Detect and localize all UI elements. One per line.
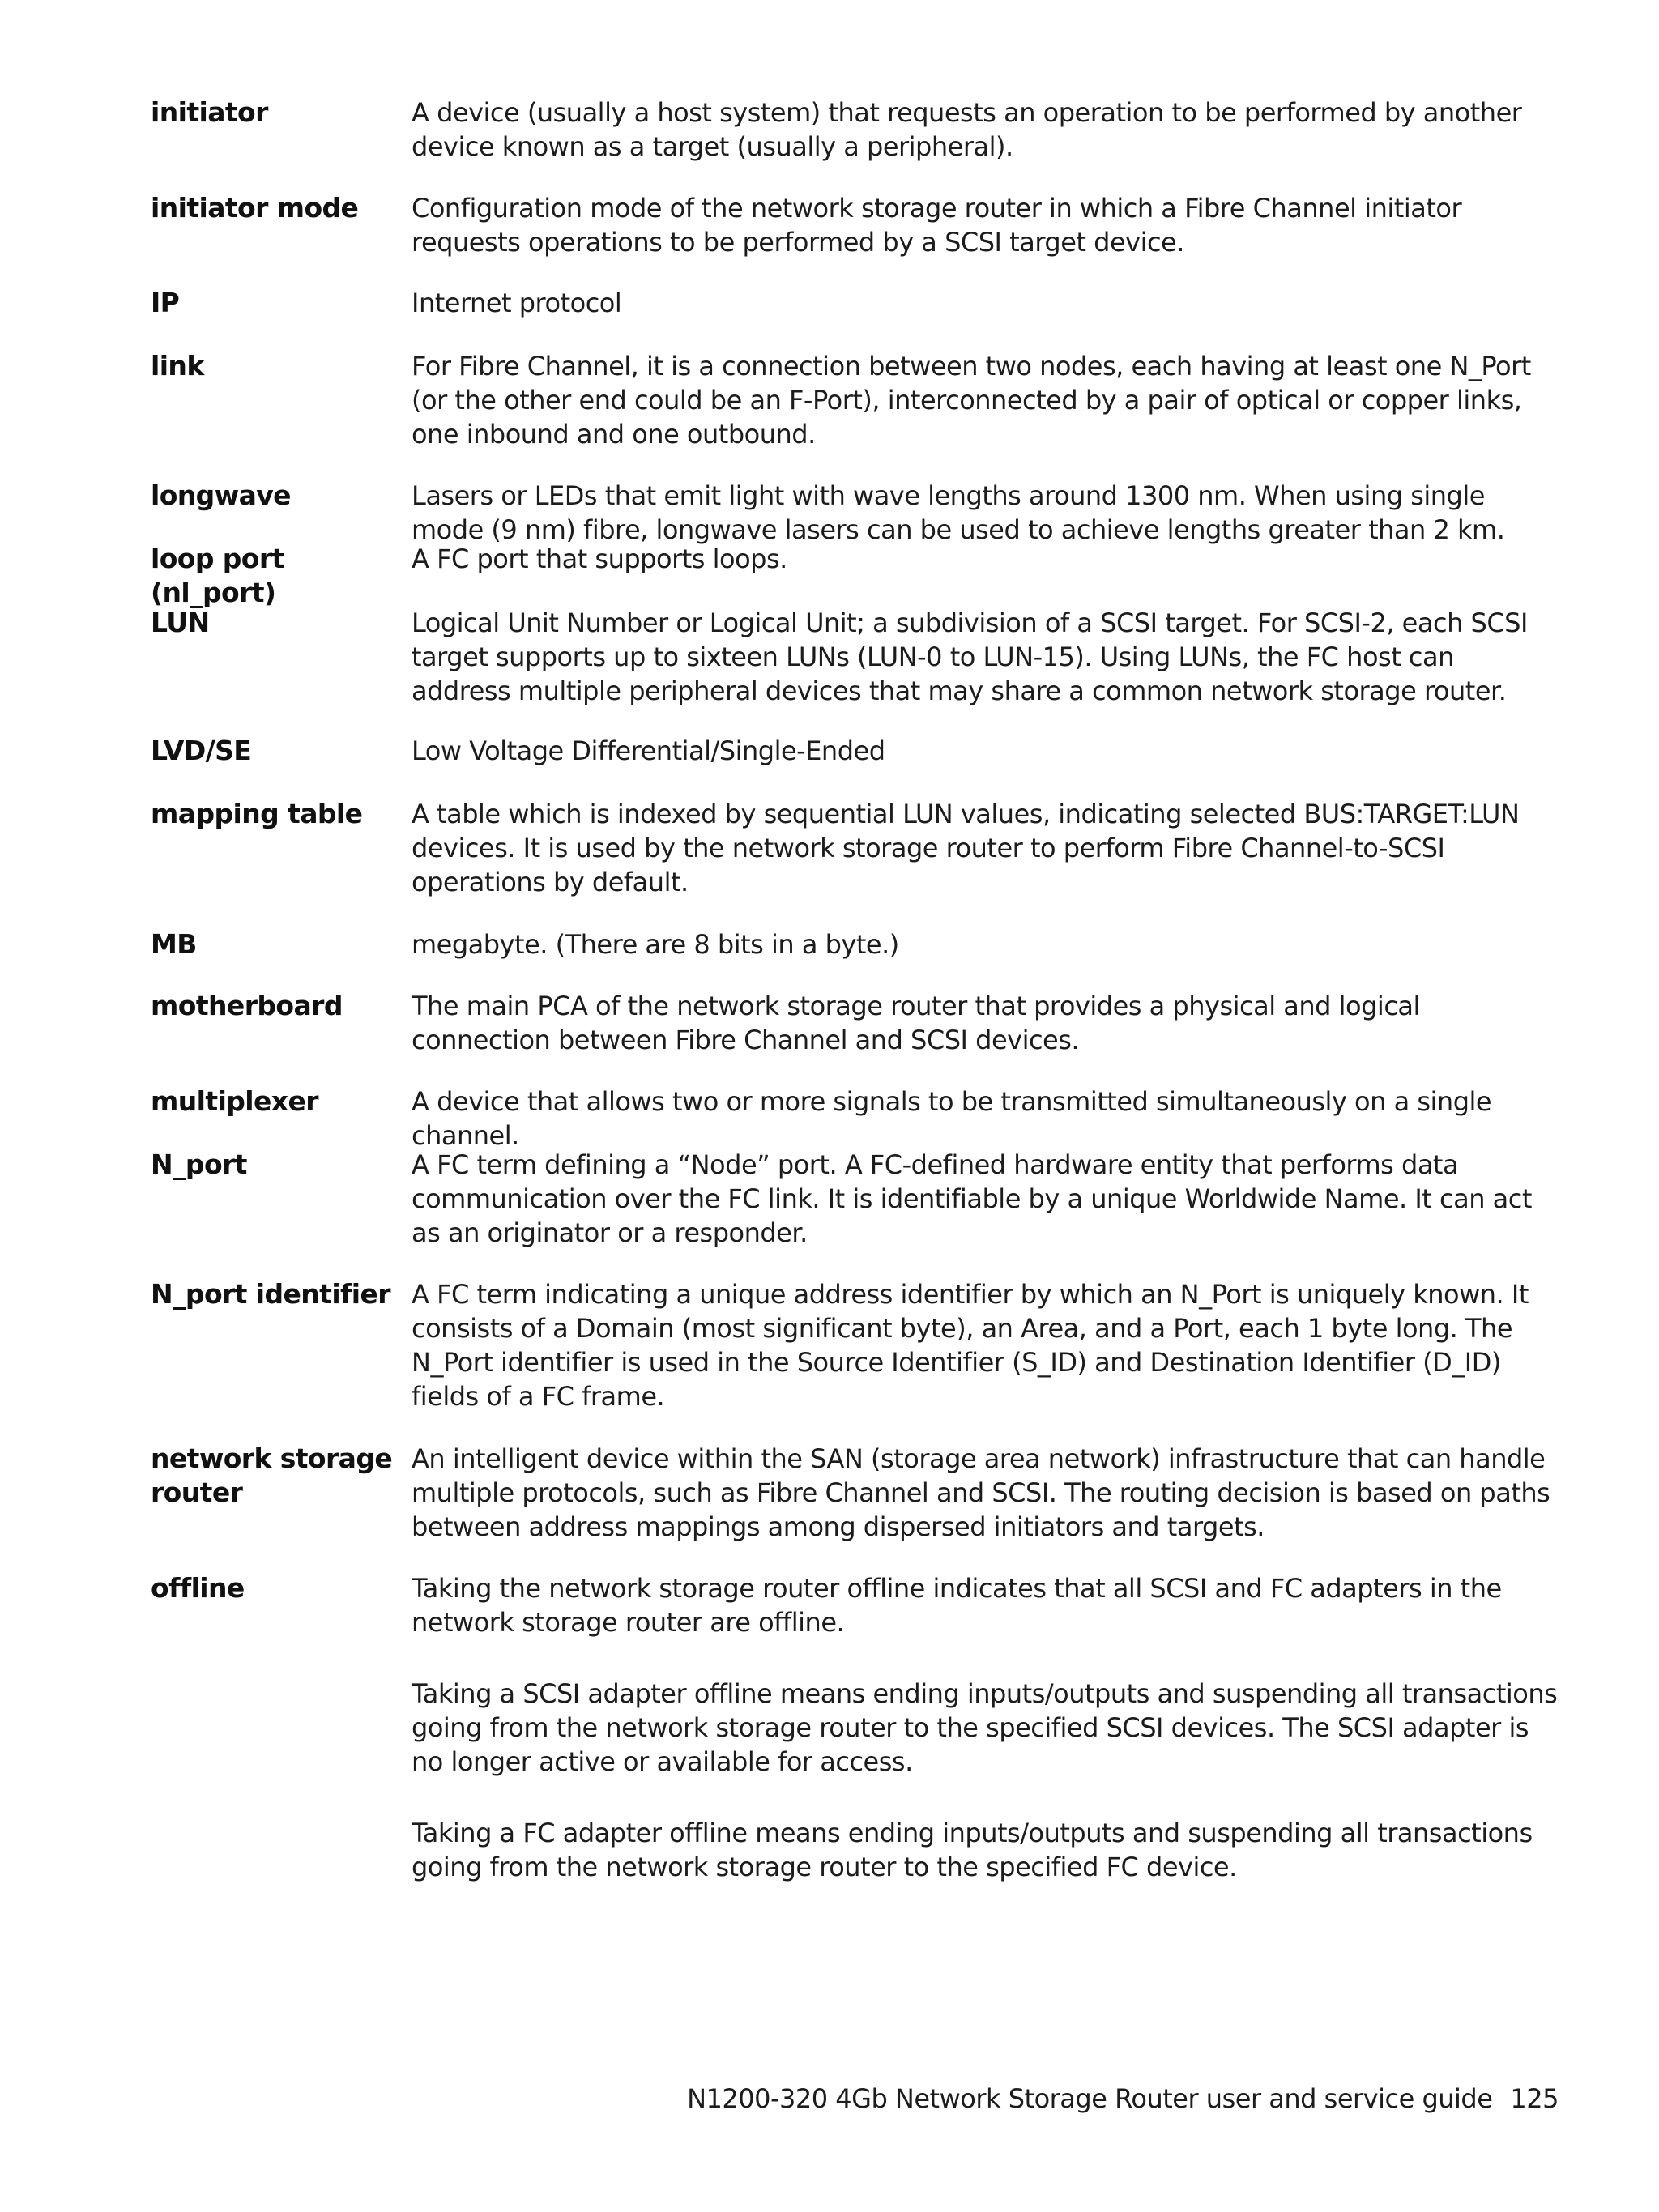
- glossary-definition: A FC term defining a “Node” port. A FC-defined hardware entity that performs data communication over the FC link. It is identifiable by a unique Worldwide Name. It can act as an originator or a responder.: [412, 1149, 1532, 1248]
- glossary-definition: Logical Unit Number or Logical Unit; a subdivision of a SCSI target. For SCSI-2, each SCSI target supports up to sixteen LUNs (LUN-0 to LUN-15). Using LUNs, the FC host can address multiple peripheral devices that may share a common network storage router.: [412, 607, 1528, 706]
- glossary-term: offline: [151, 1572, 245, 1604]
- glossary-definitions: [412, 1277, 1560, 1413]
- glossary-definition: A table which is indexed by sequential LUN values, indicating selected BUS:TARGET:LUN devices. It is used by the network storage router to perform Fibre Channel-to-SCSI operations by default.: [412, 799, 1520, 897]
- glossary-definition: A device that allows two or more signals to be transmitted simultaneously on a single channel.: [412, 1086, 1492, 1151]
- glossary-term: IP: [151, 287, 180, 318]
- glossary-definitions: [412, 96, 1560, 164]
- glossary-entry: [151, 1085, 1560, 1153]
- glossary-definition: An intelligent device within the SAN (storage area network) infrastructure that can handle multiple protocols, such as Fibre Channel and SCSI. The routing decision is based on paths between address mappings among dispersed initiators and targets.: [412, 1443, 1550, 1542]
- glossary-term: network storage router: [151, 1443, 393, 1508]
- glossary-definition: Taking a SCSI adapter offline means ending inputs/outputs and suspending all transactions going from the network storage router to the specified SCSI devices. The SCSI adapter is no longer active or available for access.: [412, 1678, 1558, 1777]
- glossary-definitions: [412, 927, 1560, 961]
- glossary-term: MB: [151, 928, 197, 960]
- glossary-entry: [151, 1571, 1560, 1884]
- glossary-term: loop port (nl_port): [151, 543, 284, 608]
- glossary-definition: Lasers or LEDs that emit light with wave lengths around 1300 nm. When using single mode (9 nm) fibre, longwave lasers can be used to achieve lengths greater than 2 km.: [412, 480, 1505, 545]
- glossary-entry: [151, 479, 1560, 547]
- glossary-definition: A FC port that supports loops.: [412, 543, 787, 574]
- glossary-term: initiator mode: [151, 192, 359, 224]
- glossary-definitions: [412, 1148, 1560, 1250]
- glossary-entry: [151, 349, 1560, 451]
- glossary-definition: Taking a FC adapter offline means ending inputs/outputs and suspending all transactions going from the network storage router to the specified FC device.: [412, 1818, 1533, 1882]
- glossary-entry: [151, 734, 1560, 768]
- glossary-definition: A device (usually a host system) that requests an operation to be performed by another device known as a target (usually a peripheral).: [412, 97, 1522, 162]
- page-footer: [687, 2082, 1559, 2116]
- glossary-term: motherboard: [151, 990, 343, 1021]
- glossary-definition: The main PCA of the network storage router that provides a physical and logical connection between Fibre Channel and SCSI devices.: [412, 991, 1420, 1055]
- glossary-entry: [151, 542, 1560, 610]
- glossary-term: LVD/SE: [151, 735, 252, 766]
- glossary-term: initiator: [151, 96, 268, 128]
- glossary-definitions: [412, 989, 1560, 1057]
- glossary-definition: Low Voltage Differential/Single-Ended: [412, 735, 885, 766]
- glossary-entry: [151, 286, 1560, 320]
- glossary-definitions: [412, 797, 1560, 899]
- glossary-definitions: [412, 286, 1560, 320]
- glossary-definition: megabyte. (There are 8 bits in a byte.): [412, 929, 899, 960]
- glossary-definitions: [412, 1085, 1560, 1153]
- glossary-entry: [151, 96, 1560, 164]
- glossary-entry: [151, 1277, 1560, 1413]
- footer-title: N1200-320 4Gb Network Storage Router user and service guide: [687, 2083, 1493, 2114]
- glossary-definitions: [412, 542, 1560, 576]
- glossary-definitions: [412, 606, 1560, 708]
- glossary-term: LUN: [151, 607, 210, 638]
- glossary-definitions: [412, 349, 1560, 451]
- glossary-definition: Configuration mode of the network storage router in which a Fibre Channel initiator requests operations to be performed by a SCSI target device.: [412, 193, 1462, 258]
- glossary-entry: [151, 191, 1560, 259]
- glossary-definition: Internet protocol: [412, 288, 622, 318]
- glossary-entry: [151, 927, 1560, 961]
- glossary-definitions: [412, 479, 1560, 547]
- glossary-entry: [151, 989, 1560, 1057]
- glossary-term: multiplexer: [151, 1085, 318, 1117]
- glossary-entry: [151, 797, 1560, 899]
- glossary-definitions: [412, 734, 1560, 768]
- page-number: 125: [1510, 2083, 1559, 2114]
- glossary-term: N_port identifier: [151, 1278, 390, 1310]
- glossary-entry: [151, 606, 1560, 708]
- glossary-term: N_port: [151, 1149, 247, 1180]
- glossary-term: longwave: [151, 479, 291, 511]
- glossary-term: mapping table: [151, 798, 363, 829]
- glossary-entry: [151, 1148, 1560, 1250]
- glossary-definition: A FC term indicating a unique address identifier by which an N_Port is uniquely known. It consists of a Domain (most significant byte), an Area, and a Port, each 1 byte long. The N_Port identifier is used in the Source Identifier (S_ID) and Destination Identifier (D_ID) fields of a FC frame.: [412, 1279, 1529, 1412]
- glossary-definition: Taking the network storage router offline indicates that all SCSI and FC adapters in the network storage router are offline.: [412, 1573, 1502, 1638]
- glossary-term: link: [151, 350, 204, 381]
- glossary-entry: [151, 1442, 1560, 1544]
- glossary-definitions: [412, 1442, 1560, 1544]
- glossary-definition: For Fibre Channel, it is a connection between two nodes, each having at least one N_Port (or the other end could be an F-Port), interconnected by a pair of optical or copper links, one inbound and one outbound.: [412, 351, 1531, 450]
- glossary-definitions: [412, 191, 1560, 259]
- glossary-definitions: [412, 1571, 1560, 1884]
